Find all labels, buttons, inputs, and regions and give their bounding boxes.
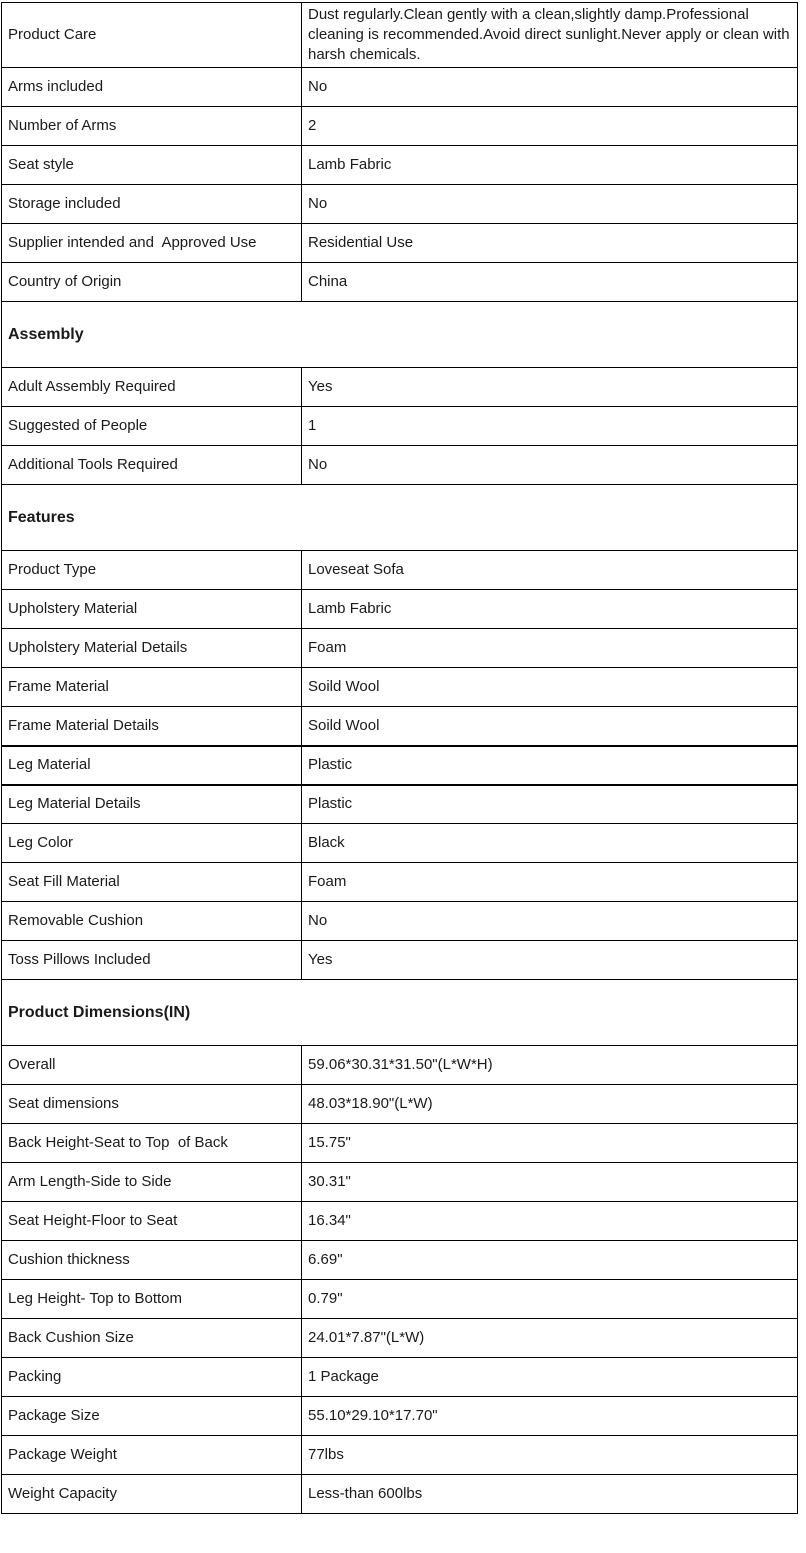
spec-attribute-value: No — [302, 902, 798, 941]
spec-attribute-label: Additional Tools Required — [2, 446, 302, 485]
spec-row — [2, 1241, 798, 1280]
spec-row — [2, 263, 798, 302]
spec-row — [2, 68, 798, 107]
spec-attribute-value: Loveseat Sofa — [302, 551, 798, 590]
section-title: Assembly — [2, 302, 798, 368]
section-header-row — [2, 302, 798, 368]
spec-attribute-label: Country of Origin — [2, 263, 302, 302]
spec-attribute-label: Package Weight — [2, 1436, 302, 1475]
spec-attribute-label: Leg Color — [2, 824, 302, 863]
spec-row — [2, 707, 798, 746]
spec-attribute-label: Arms included — [2, 68, 302, 107]
spec-attribute-label: Seat Height-Floor to Seat — [2, 1202, 302, 1241]
spec-attribute-value: Soild Wool — [302, 668, 798, 707]
spec-attribute-label: Leg Material — [2, 746, 302, 785]
spec-attribute-label: Packing — [2, 1358, 302, 1397]
spec-attribute-value: Less-than 600lbs — [302, 1475, 798, 1514]
section-header-row — [2, 485, 798, 551]
spec-attribute-label: Suggested of People — [2, 407, 302, 446]
spec-attribute-label: Leg Material Details — [2, 785, 302, 824]
spec-attribute-label: Frame Material — [2, 668, 302, 707]
spec-attribute-value: China — [302, 263, 798, 302]
spec-row — [2, 941, 798, 980]
section-title: Product Dimensions(IN) — [2, 980, 798, 1046]
spec-row — [2, 185, 798, 224]
spec-attribute-label: Cushion thickness — [2, 1241, 302, 1280]
spec-attribute-value: Black — [302, 824, 798, 863]
spec-attribute-value: Soild Wool — [302, 707, 798, 746]
spec-row — [2, 224, 798, 263]
spec-attribute-value: 0.79" — [302, 1280, 798, 1319]
spec-attribute-label: Seat dimensions — [2, 1085, 302, 1124]
spec-row — [2, 902, 798, 941]
spec-row — [2, 746, 798, 785]
section-header-row — [2, 980, 798, 1046]
spec-attribute-label: Upholstery Material — [2, 590, 302, 629]
spec-attribute-label: Number of Arms — [2, 107, 302, 146]
spec-attribute-label: Arm Length-Side to Side — [2, 1163, 302, 1202]
spec-attribute-value: Lamb Fabric — [302, 146, 798, 185]
spec-attribute-value: No — [302, 185, 798, 224]
spec-attribute-value: Foam — [302, 863, 798, 902]
spec-row — [2, 1124, 798, 1163]
spec-row — [2, 368, 798, 407]
spec-row — [2, 590, 798, 629]
spec-attribute-value: 6.69" — [302, 1241, 798, 1280]
spec-attribute-value: Residential Use — [302, 224, 798, 263]
spec-row — [2, 407, 798, 446]
spec-row — [2, 3, 798, 68]
spec-attribute-label: Seat Fill Material — [2, 863, 302, 902]
spec-attribute-label: Toss Pillows Included — [2, 941, 302, 980]
spec-attribute-value: Dust regularly.Clean gently with a clean,slightly damp.Professional cleaning is recommended.Avoid direct sunlight.Never apply or clean with harsh chemicals. — [302, 3, 798, 68]
spec-attribute-value: 15.75" — [302, 1124, 798, 1163]
spec-attribute-value: No — [302, 446, 798, 485]
spec-row — [2, 785, 798, 824]
spec-row — [2, 1046, 798, 1085]
spec-attribute-label: Product Type — [2, 551, 302, 590]
spec-row — [2, 1280, 798, 1319]
spec-attribute-value: 16.34" — [302, 1202, 798, 1241]
spec-row — [2, 863, 798, 902]
spec-attribute-value: 24.01*7.87"(L*W) — [302, 1319, 798, 1358]
spec-row — [2, 824, 798, 863]
spec-attribute-label: Upholstery Material Details — [2, 629, 302, 668]
spec-row — [2, 1085, 798, 1124]
spec-attribute-value: Plastic — [302, 746, 798, 785]
spec-row — [2, 629, 798, 668]
spec-row — [2, 1202, 798, 1241]
spec-row — [2, 668, 798, 707]
spec-row — [2, 107, 798, 146]
spec-attribute-value: 48.03*18.90"(L*W) — [302, 1085, 798, 1124]
spec-attribute-label: Removable Cushion — [2, 902, 302, 941]
spec-row — [2, 446, 798, 485]
spec-table-body — [2, 3, 798, 1514]
spec-attribute-label: Package Size — [2, 1397, 302, 1436]
spec-row — [2, 551, 798, 590]
spec-attribute-label: Back Height-Seat to Top of Back — [2, 1124, 302, 1163]
spec-row — [2, 1397, 798, 1436]
spec-attribute-value: 55.10*29.10*17.70" — [302, 1397, 798, 1436]
spec-row — [2, 1475, 798, 1514]
spec-row — [2, 1163, 798, 1202]
spec-attribute-label: Back Cushion Size — [2, 1319, 302, 1358]
spec-attribute-value: Yes — [302, 941, 798, 980]
spec-attribute-value: Plastic — [302, 785, 798, 824]
spec-attribute-value: Foam — [302, 629, 798, 668]
spec-row — [2, 1358, 798, 1397]
spec-attribute-value: Yes — [302, 368, 798, 407]
spec-attribute-label: Product Care — [2, 3, 302, 68]
spec-attribute-label: Overall — [2, 1046, 302, 1085]
section-title: Features — [2, 485, 798, 551]
spec-attribute-value: 1 Package — [302, 1358, 798, 1397]
spec-attribute-label: Supplier intended and Approved Use — [2, 224, 302, 263]
spec-attribute-value: 59.06*30.31*31.50"(L*W*H) — [302, 1046, 798, 1085]
spec-attribute-label: Seat style — [2, 146, 302, 185]
spec-attribute-value: 2 — [302, 107, 798, 146]
spec-attribute-label: Storage included — [2, 185, 302, 224]
spec-row — [2, 1436, 798, 1475]
product-spec-table — [1, 2, 798, 1514]
spec-attribute-label: Leg Height- Top to Bottom — [2, 1280, 302, 1319]
spec-attribute-value: No — [302, 68, 798, 107]
spec-attribute-value: Lamb Fabric — [302, 590, 798, 629]
spec-attribute-value: 30.31" — [302, 1163, 798, 1202]
spec-row — [2, 1319, 798, 1358]
spec-attribute-label: Frame Material Details — [2, 707, 302, 746]
spec-attribute-value: 1 — [302, 407, 798, 446]
spec-attribute-label: Weight Capacity — [2, 1475, 302, 1514]
spec-row — [2, 146, 798, 185]
spec-attribute-label: Adult Assembly Required — [2, 368, 302, 407]
spec-attribute-value: 77lbs — [302, 1436, 798, 1475]
